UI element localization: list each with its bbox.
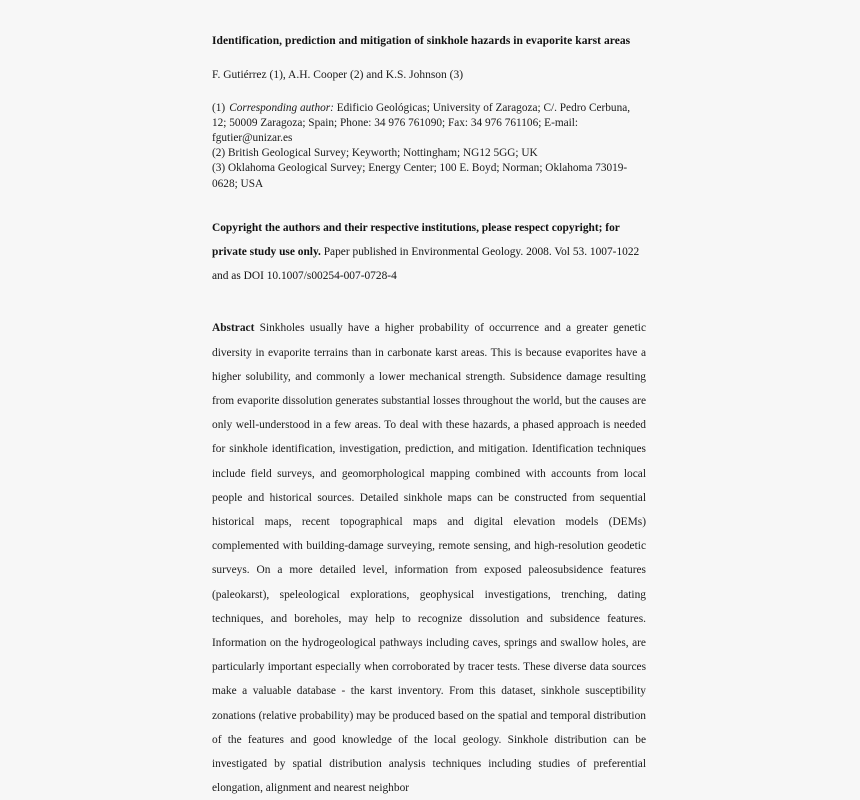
author-list: F. Gutiérrez (1), A.H. Cooper (2) and K.S. Johnson (3) bbox=[212, 68, 464, 81]
corresponding-author-label: Corresponding author: bbox=[229, 101, 334, 114]
affiliation-item-1 bbox=[212, 101, 646, 147]
abstract-label: Abstract bbox=[212, 322, 255, 335]
abstract-section bbox=[212, 316, 646, 800]
publication-reference: Paper published in Environmental Geology. 2008. Vol 53. 1007-1022 and as DOI 10.1007/s00254-007-0728-4 bbox=[212, 245, 640, 283]
copyright-statement: Copyright the authors and their respective institutions, please respect copyright; for private study use only. bbox=[212, 221, 620, 258]
affiliation-block bbox=[212, 101, 646, 192]
affiliation-item-3: (3) Oklahoma Geological Survey; Energy Center; 100 E. Boyd; Norman; Oklahoma 73019-0628; USA bbox=[212, 162, 628, 190]
document-content-column bbox=[212, 34, 646, 800]
affiliation-item-2: (2) British Geological Survey; Keyworth; Nottingham; NG12 5GG; UK bbox=[212, 147, 538, 160]
page-title: Identification, prediction and mitigation of sinkhole hazards in evaporite karst areas bbox=[212, 35, 631, 47]
abstract-body: Sinkholes usually have a higher probability of occurrence and a greater genetic diversity in evaporite terrains than in carbonate karst areas. This is because evaporites have a higher solubility, and commonly a lower mechanical strength. Subsidence damage resulting from evaporite dissolution generates substantial losses throughout the world, but the causes are only well-understood in a few areas. To deal with these hazards, a phased approach is needed for sinkhole identification, investigation, prediction, and mitigation. Identification techniques include field surveys, and geomorphological mapping combined with accounts from local people and historical sources. Detailed sinkhole maps can be constructed from sequential historical maps, recent topographical maps and digital elevation models (DEMs) complemented with building-damage surveying, remote sensing, and high-resolution geodetic surveys. On a more detailed level, information from exposed paleosubsidence features (paleokarst), speleological explorations, geophysical investigations, trenching, dating techniques, and boreholes, may help to recognize dissolution and subsidence features. Information on the hydrogeological pathways including caves, springs and swallow holes, are particularly important especially when corroborated by tracer tests. These diverse data sources make a valuable database - the karst inventory. From this dataset, sinkhole susceptibility zonations (relative probability) may be produced based on the spatial and temporal distribution of the features and good knowledge of the local geology. Sinkhole distribution can be investigated by spatial distribution analysis techniques including studies of preferential elongation, alignment and nearest neighbor bbox=[212, 322, 646, 795]
affiliation-marker-1: (1) bbox=[212, 101, 226, 114]
affiliation-body-1: Edificio Geológicas; University of Zaragoza; C/. Pedro Cerbuna, 12; 50009 Zaragoza; Spain; Phone: 34 976 761090; Fax: 34 976 761106; E-mail: fgutier@unizar.es bbox=[212, 101, 631, 144]
copyright-notice bbox=[212, 216, 646, 289]
